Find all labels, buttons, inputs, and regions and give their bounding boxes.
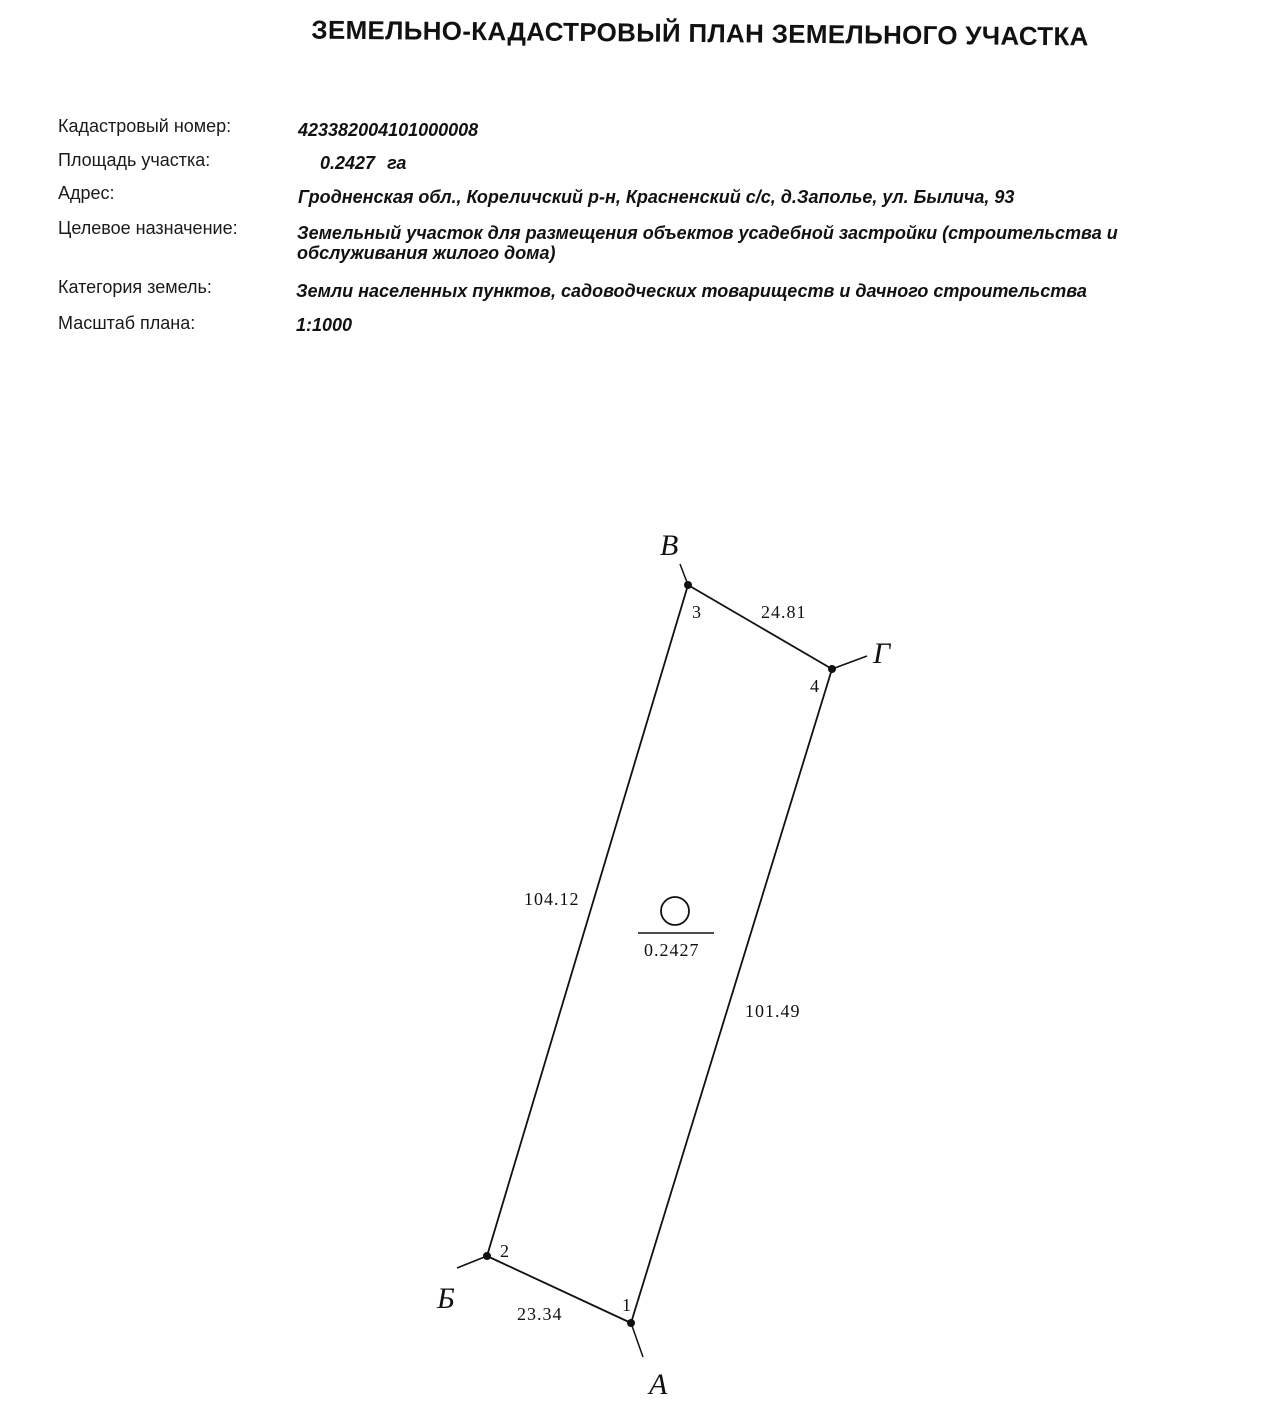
parcel-area-value: 0.2427 (644, 940, 700, 960)
purpose-label: Целевое назначение: (58, 218, 238, 238)
point-number-2: 2 (500, 1241, 509, 1261)
vertex-dot-1 (627, 1319, 635, 1327)
boundary-side-2-3 (487, 585, 688, 1256)
leader-b (457, 1256, 487, 1268)
cadastral-number-label: Кадастровый номер: (58, 116, 232, 136)
corner-label-v: В (660, 529, 679, 562)
parcel-area-marker (638, 897, 714, 960)
scale-value: 1:1000 (296, 315, 353, 335)
scale-label: Масштаб плана: (58, 313, 196, 333)
area-unit: га (387, 153, 407, 173)
address-value: Гродненская обл., Кореличский р-н, Красненский с/с, д.Заполье, ул. Былича, 93 (298, 187, 1015, 207)
area-value: 0.2427 (320, 153, 376, 173)
side-length-1-2: 23.34 (517, 1304, 563, 1324)
corner-label-a: А (649, 1368, 668, 1401)
vertex-dot-2 (483, 1252, 491, 1260)
cadastral-number-value: 423382004101000008 (298, 120, 479, 140)
point-number-3: 3 (692, 602, 701, 622)
land-category-value: Земли населенных пунктов, садоводческих товариществ и дачного строительства (296, 281, 1087, 301)
ownership-circle-icon (661, 897, 689, 925)
leader-g (832, 656, 867, 669)
side-length-3-4: 24.81 (761, 602, 807, 622)
corner-leaders (457, 564, 867, 1357)
vertex-dot-4 (828, 665, 836, 673)
corner-label-g: Г (873, 637, 891, 670)
boundary-side-4-1 (631, 669, 832, 1323)
vertex-dot-3 (684, 581, 692, 589)
document-title: ЗЕМЕЛЬНО-КАДАСТРОВЫЙ ПЛАН ЗЕМЕЛЬНОГО УЧАСТКА (311, 14, 1089, 52)
side-length-4-1: 101.49 (745, 1001, 801, 1021)
purpose-value: Земельный участок для размещения объектов усадебной застройки (строительства и обслуживания жилого дома) (297, 223, 1118, 263)
point-number-4: 4 (810, 676, 819, 696)
address-label: Адрес: (58, 183, 115, 203)
side-length-2-3: 104.12 (524, 889, 580, 909)
leader-a (631, 1323, 643, 1357)
area-label: Площадь участка: (58, 150, 211, 170)
corner-label-b: Б (437, 1282, 455, 1315)
point-number-1: 1 (622, 1295, 631, 1315)
land-category-label: Категория земель: (58, 277, 212, 297)
boundary-side-3-4 (688, 585, 832, 669)
